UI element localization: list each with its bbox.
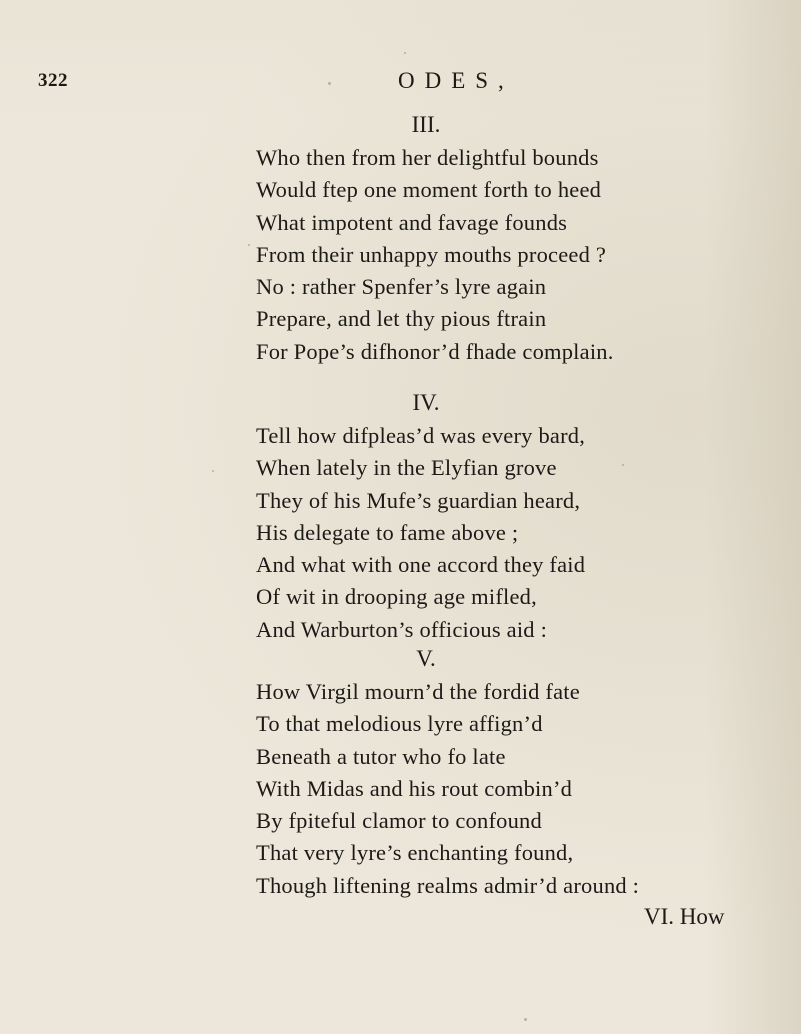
verse-line: Though liftening realms admir’d around : — [256, 872, 640, 898]
verse-line: That very lyre’s enchanting found, — [256, 840, 574, 866]
page-number: 322 — [38, 70, 68, 91]
paper-speck — [212, 470, 214, 472]
verse-line: They of his Mufe’s guardian heard, — [256, 487, 581, 513]
verse-line: To that melodious lyre affign’d — [256, 711, 543, 737]
stanza-number: V. — [416, 646, 436, 671]
verse-line: And what with one accord they faid — [256, 552, 586, 578]
verse-line: By fpiteful clamor to confound — [256, 808, 542, 834]
verse-line: With Midas and his rout combin’d — [256, 775, 573, 801]
stanza-number: IV. — [412, 390, 440, 415]
paper-speck — [524, 1018, 527, 1021]
stanza-iv — [256, 386, 776, 646]
paper-speck — [622, 464, 624, 466]
paper-speck — [404, 52, 406, 54]
stanza-number: III. — [411, 112, 441, 137]
verse-line: Prepare, and let thy pious ftrain — [256, 306, 547, 332]
verse-line: From their unhappy mouths proceed ? — [256, 241, 607, 267]
paper-speck — [248, 244, 250, 246]
catchword: VI. How — [644, 904, 725, 929]
verse-line: Tell how difpleas’d was every bard, — [256, 423, 586, 448]
verse-line: For Pope’s difhonor’d fhade complain. — [256, 338, 614, 364]
verse-line: Would ftep one moment forth to heed — [256, 177, 602, 203]
verse-line: Beneath a tutor who fo late — [256, 743, 506, 769]
verse-line: And Warburton’s officious aid : — [256, 616, 548, 642]
stanza-iii — [256, 108, 776, 368]
verse-line: Who then from her delightful bounds — [256, 145, 599, 170]
verse-line: When lately in the Elyfian grove — [256, 455, 557, 481]
verse-line: No : rather Spenfer’s lyre again — [256, 274, 547, 300]
verse-line: What impotent and favage founds — [256, 209, 568, 235]
verse-line: How Virgil mourn’d the fordid fate — [256, 679, 580, 704]
verse-line: Of wit in drooping age mifled, — [256, 584, 537, 610]
paper-speck — [328, 82, 331, 85]
verse-line: His delegate to fame above ; — [256, 519, 519, 545]
running-title: ODES, — [398, 68, 514, 93]
stanza-v — [256, 642, 776, 902]
